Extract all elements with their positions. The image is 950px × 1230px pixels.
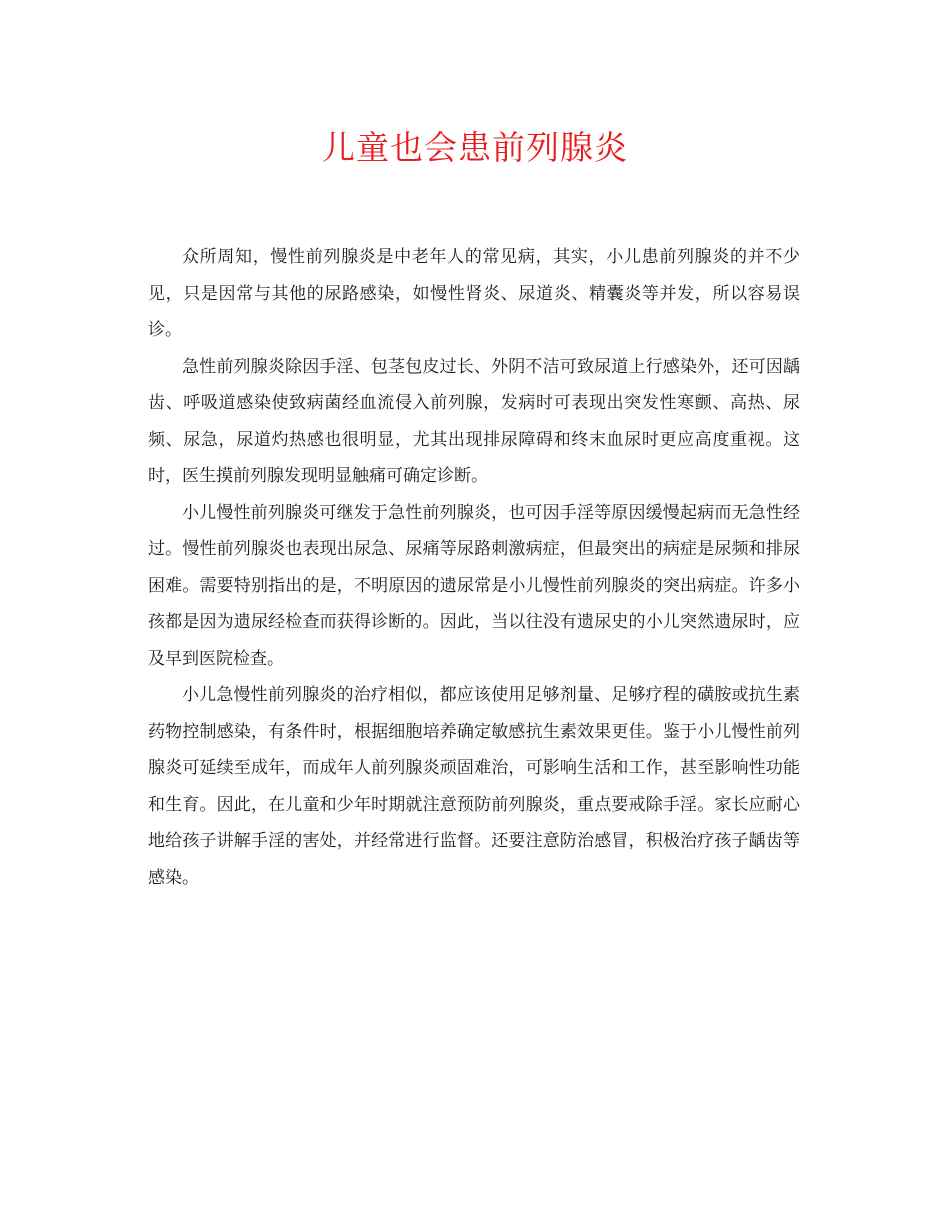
paragraph-2: 急性前列腺炎除因手淫、包茎包皮过长、外阴不洁可致尿道上行感染外，还可因龋齿、呼吸道感染使致病菌经血流侵入前列腺，发病时可表现出突发性寒颤、高热、尿频、尿急，尿道灼热感也很明显，尤其出现排尿障碍和终末血尿时更应高度重视。这时，医生摸前列腺发现明显触痛可确定诊断。: [148, 356, 800, 486]
page-title: 儿童也会患前列腺炎: [322, 128, 628, 167]
article-body: [148, 239, 800, 896]
paragraph-1: 众所周知，慢性前列腺炎是中老年人的常见病，其实，小儿患前列腺炎的并不少见，只是因常与其他的尿路感染，如慢性肾炎、尿道炎、精囊炎等并发，所以容易误诊。: [148, 247, 800, 340]
paragraph-4: 小儿急慢性前列腺炎的治疗相似，都应该使用足够剂量、足够疗程的磺胺或抗生素药物控制感染，有条件时，根据细胞培养确定敏感抗生素效果更佳。鉴于小儿慢性前列腺炎可延续至成年，而成年人前列腺炎顽固难治，可影响生活和工作，甚至影响性功能和生育。因此，在儿童和少年时期就注意预防前列腺炎，重点要戒除手淫。家长应耐心地给孩子讲解手淫的害处，并经常进行监督。还要注意防治感冒，积极治疗孩子龋齿等感染。: [148, 685, 800, 888]
paragraph-3: 小儿慢性前列腺炎可继发于急性前列腺炎，也可因手淫等原因缓慢起病而无急性经过。慢性前列腺炎也表现出尿急、尿痛等尿路刺激病症，但最突出的病症是尿频和排尿困难。需要特别指出的是，不明原因的遗尿常是小儿慢性前列腺炎的突出病症。许多小孩都是因为遗尿经检查而获得诊断的。因此，当以往没有遗尿史的小儿突然遗尿时，应及早到医院检查。: [148, 502, 800, 669]
